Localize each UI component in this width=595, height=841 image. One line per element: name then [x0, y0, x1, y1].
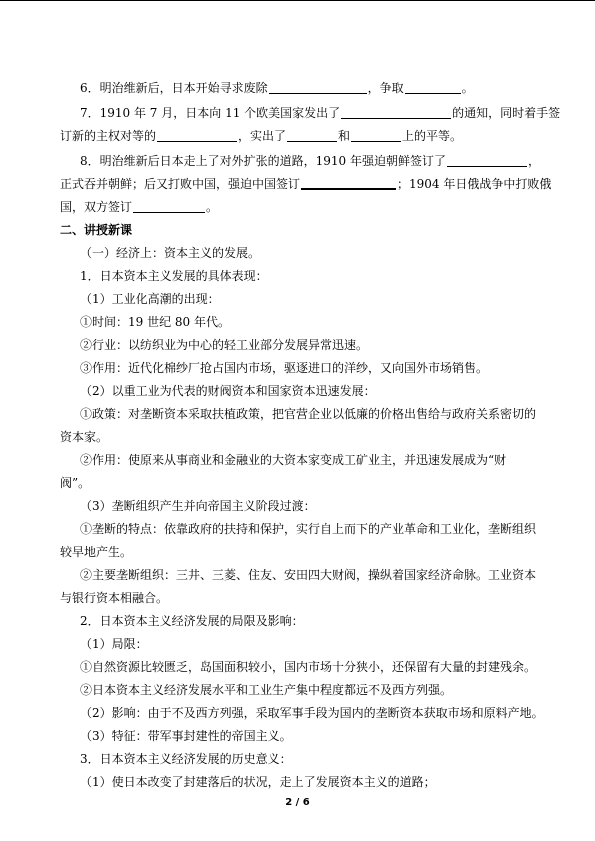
- q7-text-a: 7．1910 年 7 月，日本向 11 个欧美国家发出了: [80, 106, 341, 120]
- body-line: ③作用：近代化棉纱厂抢占国内市场，驱逐进口的洋纱，又向国外市场销售。: [80, 361, 489, 375]
- body-line: ①垄断的特点：依靠政府的扶持和保护，实行自上而下的产业革命和工业化，垄断组织: [80, 522, 537, 536]
- body-line: 2．日本资本主义经济发展的局限及影响：: [80, 614, 304, 628]
- q6-text-a: 6．明治维新后，日本开始寻求废除: [80, 81, 268, 95]
- answer-blank[interactable]: [351, 129, 401, 142]
- question-8-line-1: [80, 153, 540, 169]
- body-line: 阀”。: [60, 476, 91, 490]
- body-line: （3）特征：带军事封建性的帝国主义。: [80, 729, 292, 743]
- body-line: ②日本资本主义经济发展水平和工业生产集中程度都远不及西方列强。: [80, 683, 453, 697]
- body-line: 较早地产生。: [60, 545, 133, 559]
- answer-blank[interactable]: [405, 81, 461, 94]
- body-line: （2）以重工业为代表的财阀资本和国家资本迅速发展：: [80, 384, 376, 398]
- question-8-line-2: [60, 176, 551, 192]
- question-6: [80, 80, 474, 96]
- body-line: （2）影响：由于不及西方列强，采取军事手段为国内的垄断资本获取市场和原料产地。: [80, 706, 544, 720]
- answer-blank[interactable]: [269, 81, 367, 94]
- body-line: ②主要垄断组织：三井、三菱、住友、安田四大财阀，操纵着国家经济命脉。工业资本: [80, 568, 537, 582]
- q8-text-c: 正式吞并朝鲜；后又打败中国，强迫中国签订: [60, 177, 301, 191]
- body-line: 与银行资本相融合。: [60, 591, 169, 605]
- body-line: ②作用：使原来从事商业和金融业的大资本家变成工矿业主，并迅速发展成为“财: [80, 453, 507, 467]
- body-line: （3）垄断组织产生并向帝国主义阶段过渡：: [80, 499, 316, 513]
- answer-blank[interactable]: [447, 154, 527, 167]
- q8-text-a: 8．明治维新后日本走上了对外扩张的道路，1910 年强迫朝鲜签订了: [80, 154, 446, 168]
- q7-text-e: 和: [338, 129, 351, 143]
- body-line: 3．日本资本主义经济发展的历史意义：: [80, 752, 292, 766]
- body-line: （1）局限：: [80, 637, 148, 651]
- q8-text-d: ；1904 年日俄战争中打败俄: [397, 177, 552, 191]
- q7-text-d: ，实出了: [238, 129, 287, 143]
- answer-blank[interactable]: [341, 106, 451, 119]
- body-line: （1）使日本改变了封建落后的状况，走上了发展资本主义的道路；: [80, 775, 436, 789]
- page-number: 2 / 6: [285, 797, 310, 808]
- body-line: ①自然资源比较匮乏，岛国面积较小，国内市场十分狭小，还保留有大量的封建残余。: [80, 660, 537, 674]
- body-line: （一）经济上：资本主义的发展。: [80, 246, 261, 260]
- body-line: ①政策：对垄断资本采取扶植政策，把官营企业以低廉的价格出售给与政府关系密切的: [80, 407, 537, 421]
- section-heading: 二、讲授新课: [60, 223, 133, 237]
- body-line: ②行业：以纺织业为中心的轻工业部分发展异常迅速。: [80, 338, 369, 352]
- answer-blank[interactable]: [133, 200, 205, 213]
- answer-blank[interactable]: [287, 129, 337, 142]
- question-7-line-1: [80, 105, 560, 121]
- answer-blank[interactable]: [301, 176, 396, 190]
- q7-text-b: 的通知，同时着手签: [452, 106, 561, 120]
- body-line: （1）工业化高潮的出现：: [80, 292, 220, 306]
- question-8-line-3: [60, 199, 218, 215]
- q8-text-b: ，: [528, 154, 541, 168]
- answer-blank[interactable]: [157, 129, 237, 142]
- q6-text-b: ，争取: [367, 81, 404, 95]
- q8-text-f: 。: [206, 200, 219, 214]
- q8-text-e: 国，双方签订: [60, 200, 133, 214]
- body-line: 1．日本资本主义发展的具体表现：: [80, 269, 268, 283]
- q7-text-c: 订新的主权对等的: [60, 129, 157, 143]
- question-7-line-2: [60, 128, 462, 144]
- header-rule: [0, 0, 595, 1]
- q6-text-c: 。: [461, 81, 474, 95]
- q7-text-f: 上的平等。: [402, 129, 463, 143]
- body-line: 资本家。: [60, 430, 109, 444]
- body-line: ①时间：19 世纪 80 年代。: [80, 315, 230, 329]
